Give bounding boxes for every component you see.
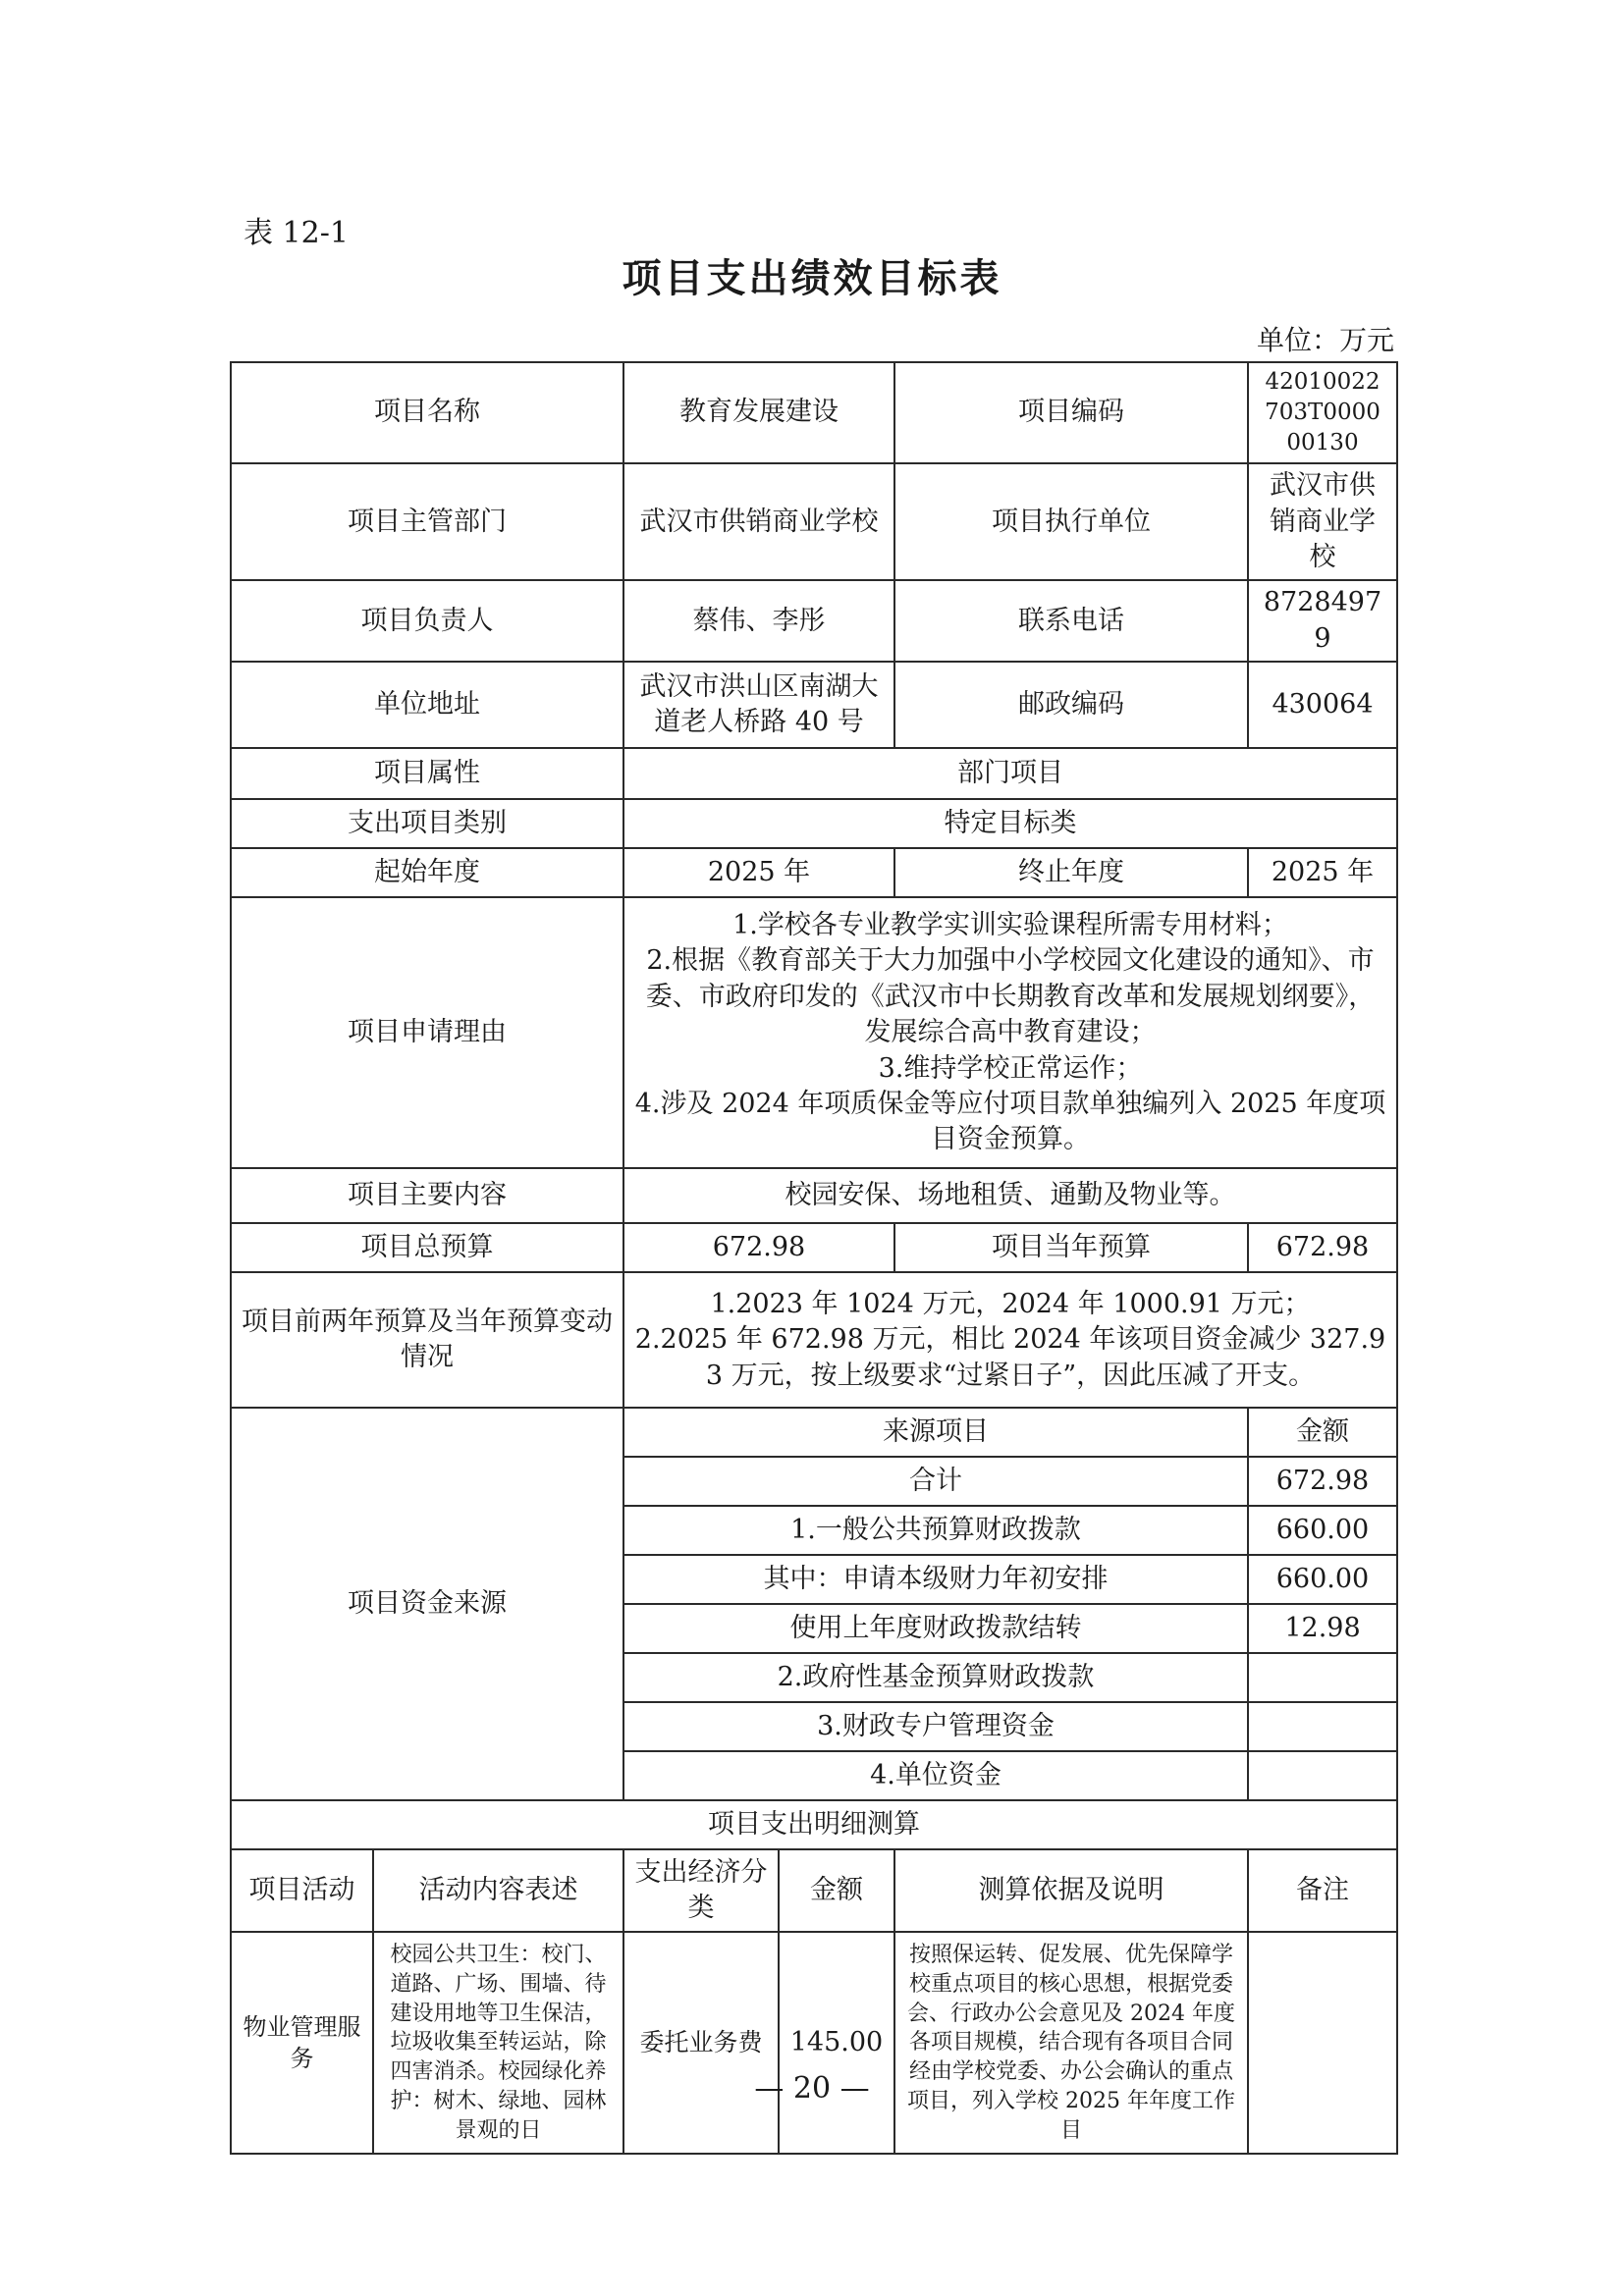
reason-label: 项目申请理由 xyxy=(231,897,623,1168)
funding-source: 4.单位资金 xyxy=(623,1751,1248,1800)
row-reason xyxy=(231,897,1397,1168)
row-project-name xyxy=(231,362,1397,463)
detail-col-amount: 金额 xyxy=(779,1849,894,1932)
change-line: 1.2023 年 1024 万元，2024 年 1000.91 万元； xyxy=(710,1288,1311,1319)
project-name-value: 教育发展建设 xyxy=(623,362,894,463)
project-name-label: 项目名称 xyxy=(231,362,623,463)
row-department xyxy=(231,463,1397,580)
start-year-label: 起始年度 xyxy=(231,848,623,897)
content-label: 项目主要内容 xyxy=(231,1168,623,1223)
funding-amount: 672.98 xyxy=(1248,1457,1397,1506)
attr-label: 项目属性 xyxy=(231,748,623,799)
end-year-value: 2025 年 xyxy=(1248,848,1397,897)
row-attribute xyxy=(231,748,1397,799)
phone-value: 87284979 xyxy=(1248,580,1397,662)
detail-col-remark: 备注 xyxy=(1248,1849,1397,1932)
funding-col-source: 来源项目 xyxy=(623,1408,1248,1457)
row-budget-change xyxy=(231,1272,1397,1408)
funding-amount xyxy=(1248,1702,1397,1751)
funding-amount: 12.98 xyxy=(1248,1604,1397,1653)
leader-label: 项目负责人 xyxy=(231,580,623,662)
postcode-value: 430064 xyxy=(1248,662,1397,748)
start-year-value: 2025 年 xyxy=(623,848,894,897)
reason-line: 3.维持学校正常运作； xyxy=(878,1052,1143,1084)
row-category xyxy=(231,799,1397,848)
address-value: 武汉市洪山区南湖大道老人桥路 40 号 xyxy=(623,662,894,748)
funding-header-row xyxy=(231,1408,1397,1457)
detail-activity: 物业管理服务 xyxy=(231,1932,373,2154)
detail-amount: 145.00 xyxy=(779,1932,894,2154)
row-address xyxy=(231,662,1397,748)
funding-amount: 660.00 xyxy=(1248,1506,1397,1555)
exec-unit-label: 项目执行单位 xyxy=(894,463,1248,580)
document-title: 项目支出绩效目标表 xyxy=(622,256,1002,301)
budget-change-value xyxy=(623,1272,1397,1408)
row-content xyxy=(231,1168,1397,1223)
row-budget xyxy=(231,1223,1397,1272)
year-budget-value: 672.98 xyxy=(1248,1223,1397,1272)
detail-row xyxy=(231,1932,1397,2154)
year-budget-label: 项目当年预算 xyxy=(894,1223,1248,1272)
detail-section-row xyxy=(231,1800,1397,1849)
funding-amount xyxy=(1248,1751,1397,1800)
funding-label: 项目资金来源 xyxy=(231,1408,623,1800)
dept-label: 项目主管部门 xyxy=(231,463,623,580)
detail-col-basis: 测算依据及说明 xyxy=(894,1849,1248,1932)
end-year-label: 终止年度 xyxy=(894,848,1248,897)
budget-change-label: 项目前两年预算及当年预算变动情况 xyxy=(231,1272,623,1408)
funding-source: 2.政府性基金预算财政拨款 xyxy=(623,1653,1248,1702)
page-number: — 20 — xyxy=(754,2071,870,2106)
row-years xyxy=(231,848,1397,897)
content-value: 校园安保、场地租赁、通勤及物业等。 xyxy=(623,1168,1397,1223)
detail-basis: 按照保运转、促发展、优先保障学校重点项目的核心思想，根据党委会、行政办公会意见及 2024 年度各项目规模，结合现有各项目合同经由学校党委、办公会确认的重点项目，列入学校 2025 年年度工作目 xyxy=(894,1932,1248,2154)
leader-value: 蔡伟、李彤 xyxy=(623,580,894,662)
postcode-label: 邮政编码 xyxy=(894,662,1248,748)
category-label: 支出项目类别 xyxy=(231,799,623,848)
detail-col-econ: 支出经济分类 xyxy=(623,1849,779,1932)
unit-label: 单位：万元 xyxy=(1256,324,1394,356)
detail-econ: 委托业务费 xyxy=(623,1932,779,2154)
detail-col-activity: 项目活动 xyxy=(231,1849,373,1932)
detail-remark xyxy=(1248,1932,1397,2154)
funding-amount xyxy=(1248,1653,1397,1702)
funding-source: 其中：申请本级财力年初安排 xyxy=(623,1555,1248,1604)
detail-col-content: 活动内容表述 xyxy=(373,1849,623,1932)
funding-source: 3.财政专户管理资金 xyxy=(623,1702,1248,1751)
row-leader xyxy=(231,580,1397,662)
project-code-label: 项目编码 xyxy=(894,362,1248,463)
attr-value: 部门项目 xyxy=(623,748,1397,799)
exec-unit-value: 武汉市供销商业学校 xyxy=(1248,463,1397,580)
funding-source: 使用上年度财政拨款结转 xyxy=(623,1604,1248,1653)
funding-amount: 660.00 xyxy=(1248,1555,1397,1604)
reason-value xyxy=(623,897,1397,1168)
total-budget-value: 672.98 xyxy=(623,1223,894,1272)
detail-header-row xyxy=(231,1849,1397,1932)
funding-col-amount: 金额 xyxy=(1248,1408,1397,1457)
funding-source: 合计 xyxy=(623,1457,1248,1506)
detail-content: 校园公共卫生：校门、道路、广场、围墙、待建设用地等卫生保洁，垃圾收集至转运站，除四害消杀。校园绿化养护：树木、绿地、园林景观的日 xyxy=(373,1932,623,2154)
category-value: 特定目标类 xyxy=(623,799,1397,848)
funding-source: 1.一般公共预算财政拨款 xyxy=(623,1506,1248,1555)
performance-target-table xyxy=(230,361,1398,2155)
address-label: 单位地址 xyxy=(231,662,623,748)
reason-line: 2.根据《教育部关于大力加强中小学校园文化建设的通知》、市委、市政府印发的《武汉市中长期教育改革和发展规划纲要》，发展综合高中教育建设； xyxy=(645,945,1376,1048)
phone-label: 联系电话 xyxy=(894,580,1248,662)
dept-value: 武汉市供销商业学校 xyxy=(623,463,894,580)
project-code-value: 42010022703T000000130 xyxy=(1248,362,1397,463)
total-budget-label: 项目总预算 xyxy=(231,1223,623,1272)
table-number: 表 12-1 xyxy=(244,216,349,250)
detail-section-title: 项目支出明细测算 xyxy=(231,1800,1397,1849)
reason-line: 4.涉及 2024 年项质保金等应付项目款单独编列入 2025 年度项目资金预算。 xyxy=(634,1088,1386,1155)
reason-line: 1.学校各专业教学实训实验课程所需专用材料； xyxy=(732,909,1288,940)
change-line: 2.2025 年 672.98 万元，相比 2024 年该项目资金减少 327.93 万元，按上级要求“过紧日子”，因此压减了开支。 xyxy=(634,1324,1386,1391)
